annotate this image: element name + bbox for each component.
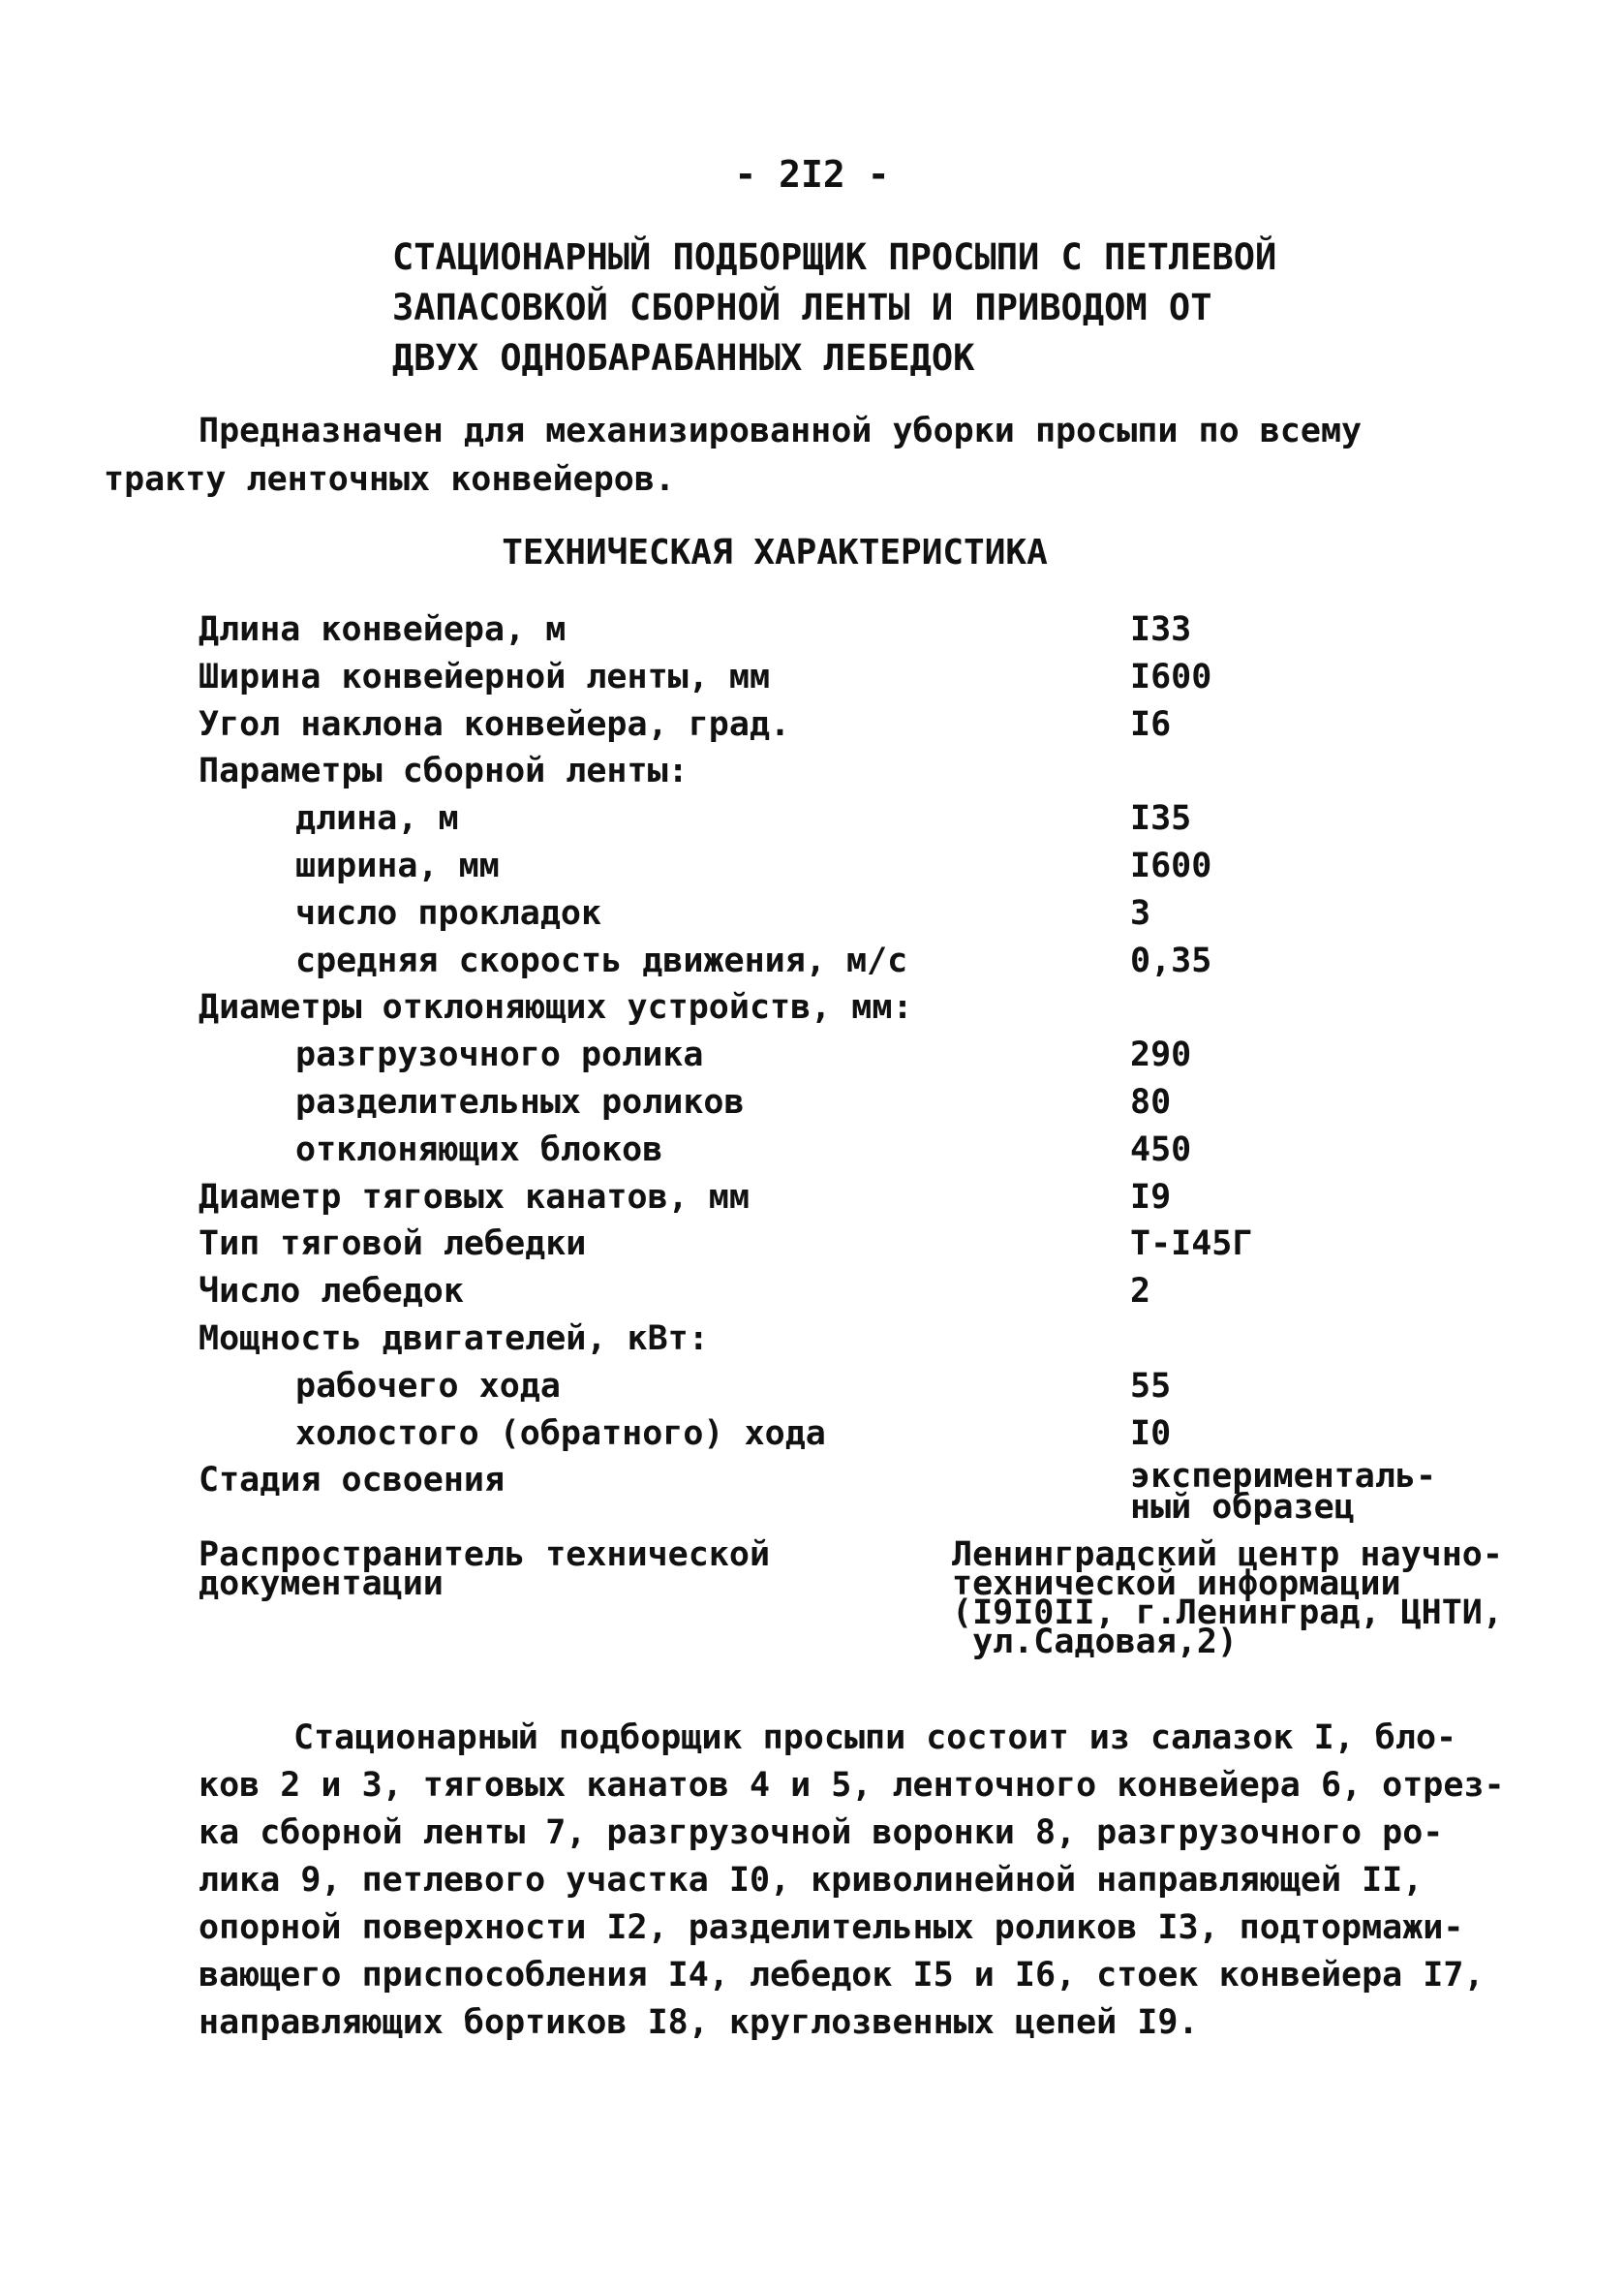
spec-row <box>199 799 1554 847</box>
spec-label: Мощность двигателей, кВт: <box>199 1318 709 1358</box>
spec-value: I33 <box>1130 610 1192 649</box>
spec-value: 55 <box>1130 1366 1172 1406</box>
spec-row <box>199 1224 1554 1272</box>
spec-value: Т-I45Г <box>1130 1224 1253 1264</box>
spec-row <box>199 1272 1554 1319</box>
description-line: ков 2 и 3, тяговых канатов 4 и 5, ленточного конвейера 6, отрез- <box>199 1766 1505 1805</box>
spec-value-line: ный образец <box>1130 1488 1355 1528</box>
title-line: ЗАПАСОВКОЙ СБОРНОЙ ЛЕНТЫ И ПРИВОДОМ ОТ <box>392 287 1212 328</box>
spec-row <box>199 1457 1554 1529</box>
spec-value: 290 <box>1130 1036 1192 1075</box>
description-line: Стационарный подборщик просыпи состоит из салазок I, бло- <box>293 1718 1457 1757</box>
spec-group-header <box>199 752 1554 799</box>
spec-group-header <box>199 988 1554 1036</box>
spec-heading: ТЕХНИЧЕСКАЯ ХАРАКТЕРИСТИКА <box>502 533 1048 572</box>
intro-line: тракту ленточных конвейеров. <box>104 460 676 499</box>
distributor-value <box>952 1535 1503 1661</box>
distributor-value-line: Ленинградский центр научно- <box>952 1535 1503 1574</box>
distributor-label <box>199 1535 771 1603</box>
document-title <box>392 232 1276 384</box>
spec-label: ширина, мм <box>295 846 500 885</box>
spec-label: Стадия освоения <box>199 1461 506 1500</box>
spec-label: рабочего хода <box>295 1366 561 1406</box>
description-line: вающего приспособления I4, лебедок I5 и I6, стоек конвейера I7, <box>199 1956 1485 1995</box>
spec-value <box>1130 1457 1437 1528</box>
spec-value: I6 <box>1130 704 1172 744</box>
spec-row <box>199 1036 1554 1083</box>
spec-value: 450 <box>1130 1129 1192 1169</box>
spec-row <box>199 1130 1554 1178</box>
distributor-row <box>199 1535 1554 1686</box>
spec-row <box>199 658 1554 705</box>
spec-value: 2 <box>1130 1272 1151 1312</box>
spec-row <box>199 847 1554 894</box>
spec-label: число прокладок <box>295 893 602 933</box>
intro-line: Предназначен для механизированной уборки просыпи по всему <box>199 412 1363 450</box>
distributor-label-line: Распространитель технической <box>199 1535 771 1574</box>
spec-value: I0 <box>1130 1413 1172 1453</box>
spec-label: отклоняющих блоков <box>295 1129 663 1169</box>
distributor-value-line: (I9I0II, г.Ленинград, ЦНТИ, <box>952 1593 1503 1632</box>
spec-label: Ширина конвейерной ленты, мм <box>199 657 771 696</box>
intro-paragraph <box>104 407 1363 504</box>
spec-value: I600 <box>1130 657 1212 696</box>
spec-table <box>199 610 1554 1529</box>
spec-value: I35 <box>1130 799 1192 839</box>
title-line: СТАЦИОНАРНЫЙ ПОДБОРЩИК ПРОСЫПИ С ПЕТЛЕВОЙ <box>392 236 1277 278</box>
spec-group-header <box>199 1319 1554 1367</box>
spec-label: длина, м <box>295 799 459 839</box>
distributor-value-line: ул.Садовая,2) <box>952 1623 1239 1661</box>
spec-row <box>199 1083 1554 1130</box>
title-line: ДВУХ ОДНОБАРАБАННЫХ ЛЕБЕДОК <box>392 337 975 379</box>
spec-label: Тип тяговой лебедки <box>199 1224 587 1264</box>
distributor-label-line: документации <box>199 1564 444 1603</box>
spec-label: Диаметр тяговых канатов, мм <box>199 1177 750 1217</box>
spec-row <box>199 1367 1554 1414</box>
spec-row <box>199 610 1554 658</box>
page-number: - 2I2 - <box>734 153 890 196</box>
description-line: ка сборной ленты 7, разгрузочной воронки 8, разгрузочного ро- <box>199 1813 1444 1852</box>
spec-label: Диаметры отклоняющих устройств, мм: <box>199 988 913 1028</box>
spec-label: холостого (обратного) хода <box>295 1413 826 1453</box>
spec-label: разгрузочного ролика <box>295 1036 704 1075</box>
spec-value: 0,35 <box>1130 941 1212 980</box>
spec-label: Число лебедок <box>199 1272 464 1312</box>
description-paragraph <box>199 1715 1505 2047</box>
spec-value: 3 <box>1130 893 1151 933</box>
spec-label: средняя скорость движения, м/с <box>295 941 908 980</box>
description-line: направляющих бортиков I8, круглозвенных цепей I9. <box>199 2003 1199 2042</box>
spec-value-line: эксперименталь- <box>1130 1457 1437 1497</box>
spec-row <box>199 894 1554 942</box>
spec-label: разделительных роликов <box>295 1082 745 1122</box>
spec-label: Длина конвейера, м <box>199 610 567 649</box>
spec-row <box>199 1414 1554 1462</box>
spec-row <box>199 705 1554 753</box>
description-line: опорной поверхности I2, разделительных роликов I3, подтормажи- <box>199 1908 1464 1947</box>
description-line: лика 9, петлевого участка I0, криволинейной направляющей II, <box>199 1861 1424 1900</box>
spec-label: Параметры сборной ленты: <box>199 752 689 791</box>
distributor-value-line: технической информации <box>952 1564 1401 1603</box>
spec-row <box>199 1178 1554 1225</box>
spec-value: 80 <box>1130 1082 1172 1122</box>
spec-value: I600 <box>1130 846 1212 885</box>
spec-row <box>199 942 1554 989</box>
spec-value: I9 <box>1130 1177 1172 1217</box>
spec-label: Угол наклона конвейера, град. <box>199 704 791 744</box>
